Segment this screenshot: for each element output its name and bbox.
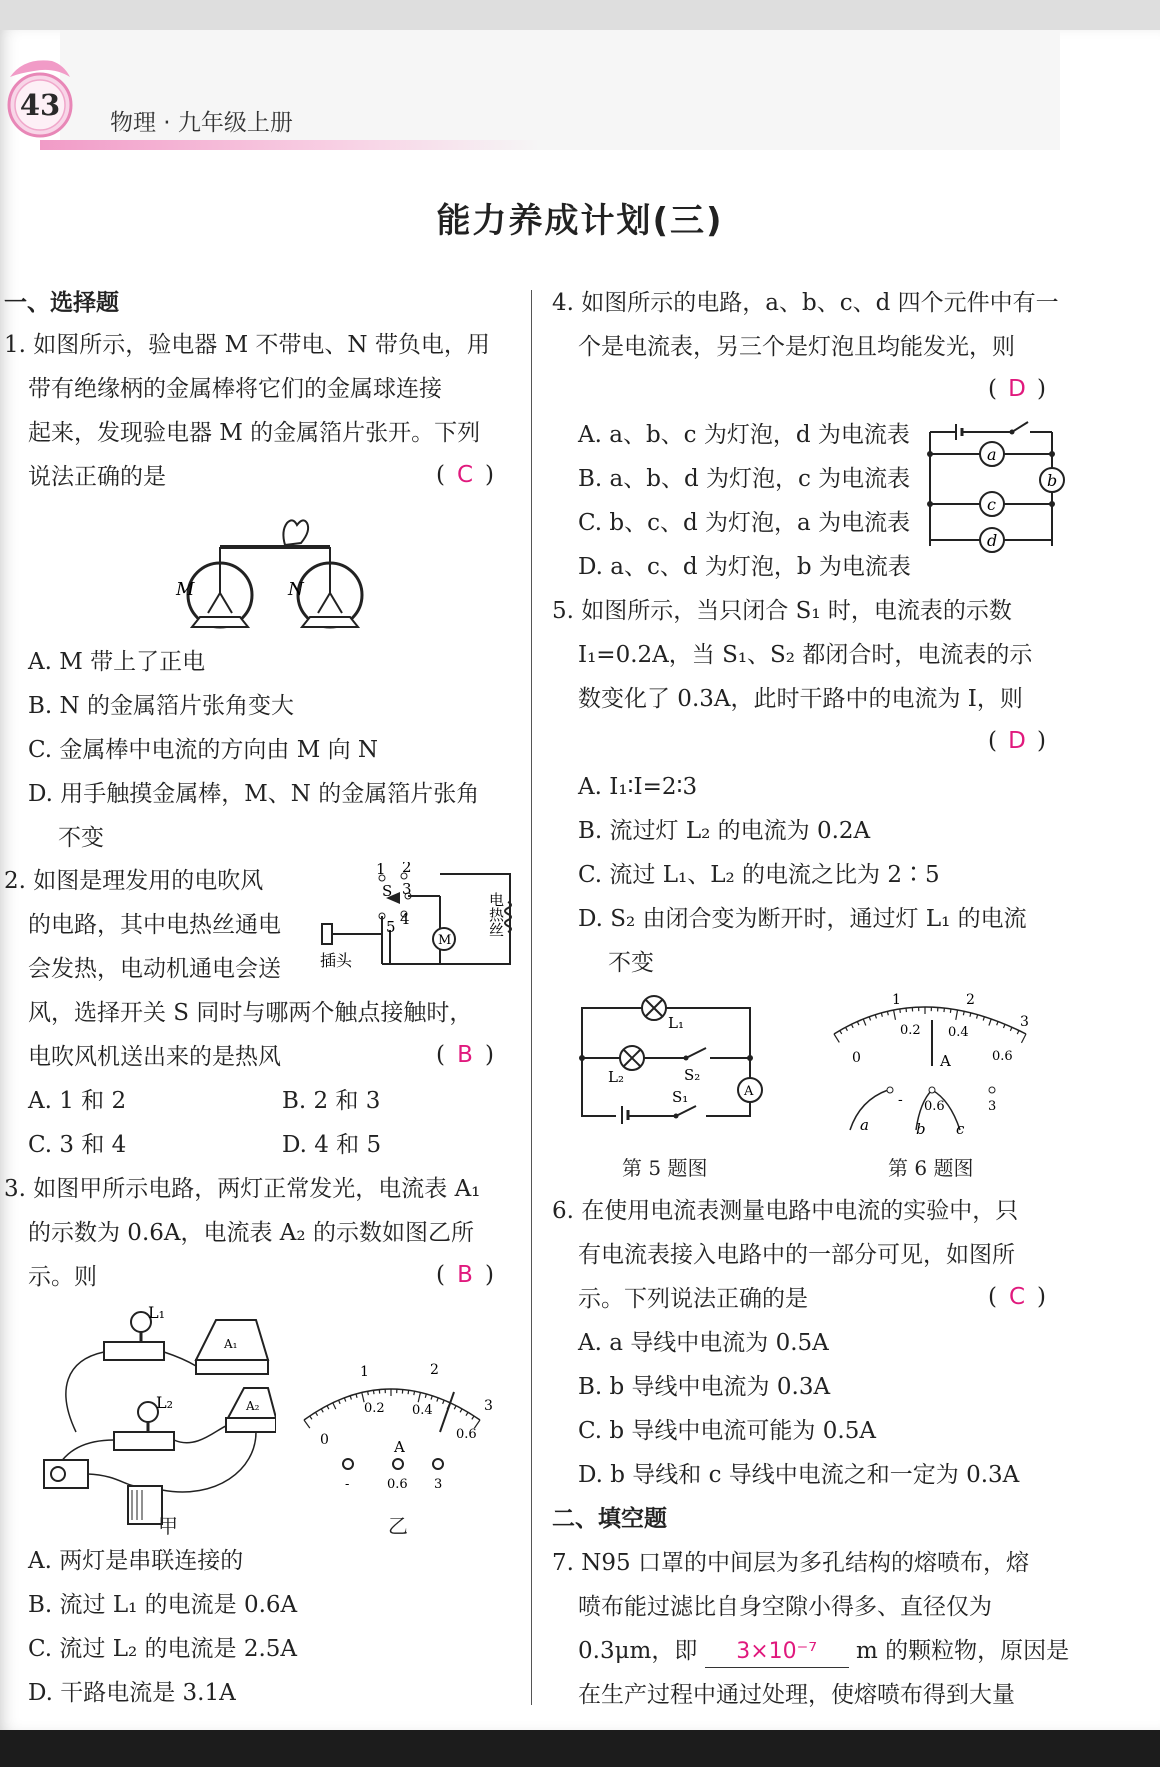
- contact-1: 1: [376, 862, 386, 878]
- top-bar: [0, 0, 1160, 30]
- q6-option-c: C. b 导线中电流可能为 0.5A: [578, 1418, 876, 1444]
- dial-tick: [373, 1390, 374, 1394]
- dial-tick: [970, 1013, 971, 1017]
- q3-option-d: D. 干路电流是 3.1A: [28, 1680, 236, 1706]
- q6-bot-02: 0.2: [900, 1023, 921, 1038]
- label-m: M: [176, 579, 195, 600]
- dial-tick: [339, 1400, 341, 1404]
- q5-option-d: D. S₂ 由闭合变为断开时，通过灯 L₁ 的电流: [578, 906, 1027, 932]
- dial-tick: [443, 1400, 445, 1404]
- q4-answer-box: ( D ): [988, 376, 1046, 402]
- q1-answer: C: [456, 462, 474, 488]
- dial-tick: [863, 1019, 866, 1025]
- q3-option-c: C. 流过 L₂ 的电流是 2.5A: [28, 1636, 298, 1662]
- q2-answer-box: ( B ): [436, 1042, 494, 1068]
- dial-tick: [840, 1031, 842, 1034]
- q6-option-b: B. b 导线中电流为 0.3A: [578, 1374, 831, 1400]
- dial-tick: [869, 1017, 870, 1021]
- q5-circuit-figure: [576, 990, 766, 1130]
- q5-answer: D: [1008, 728, 1026, 754]
- dial-tick: [875, 1015, 876, 1019]
- yi-bot-06: 0.6: [456, 1427, 477, 1442]
- q3-answer: B: [457, 1262, 473, 1288]
- q4-option-d: D. a、c、d 为灯泡，b 为电流表: [578, 554, 911, 580]
- q3-answer-box: ( B ): [436, 1262, 494, 1288]
- q7-line-4: 在生产过程中通过处理，使熔喷布得到大量: [578, 1682, 1015, 1708]
- ammeter-dial-yi: [290, 1360, 510, 1500]
- contact-4: 4: [400, 910, 410, 928]
- q6-ammeter-figure: [820, 990, 1040, 1140]
- q2-option-d: D. 4 和 5: [282, 1132, 382, 1158]
- q1-line-2: 带有绝缘柄的金属棒将它们的金属球连接: [28, 376, 442, 402]
- q6-3: 3: [988, 1099, 997, 1114]
- section-heading-choice: 一、选择题: [4, 290, 119, 316]
- q5-line-3: 数变化了 0.3A，此时干路中的电流为 I，则: [578, 686, 1023, 712]
- q6-wire-a: a: [860, 1116, 869, 1134]
- dial-tick: [956, 1010, 958, 1020]
- q7-blank-answer: 3×10⁻⁷: [705, 1637, 849, 1668]
- q1-line-1: 1. 如图所示，验电器 M 不带电、N 带负电，用: [4, 332, 490, 358]
- q3-line-3: 示。则: [28, 1264, 97, 1290]
- column-divider: [531, 290, 532, 1705]
- q2-line-3: 会发热，电动机通电会送: [28, 956, 281, 982]
- q7-line-3-pre: 0.3μm，即: [578, 1638, 698, 1664]
- plug-label: 插头: [320, 951, 353, 970]
- q7-line-1: 7. N95 口罩的中间层为多孔结构的熔喷布，熔: [552, 1550, 1029, 1576]
- q6-wire-b: b: [916, 1120, 926, 1138]
- q4-line-1: 4. 如图所示的电路，a、b、c、d 四个元件中有一: [552, 290, 1059, 316]
- caption-yi: 乙: [388, 1514, 408, 1538]
- dial-tick: [437, 1398, 438, 1402]
- dial-tick: [368, 1391, 369, 1395]
- caption-q6: 第 6 题图: [888, 1156, 974, 1180]
- q2-answer: B: [457, 1042, 473, 1068]
- dial-tick: [846, 1027, 848, 1031]
- q4-option-c: C. b、c、d 为灯泡，a 为电流表: [578, 510, 911, 536]
- q7-line-3: [578, 1636, 1069, 1668]
- dial-tick: [983, 1017, 984, 1021]
- page-number: 43: [19, 88, 61, 122]
- q5-s2: S₂: [684, 1066, 701, 1084]
- fig-a1: A₁: [224, 1337, 238, 1351]
- q6-answer-box: ( C ): [988, 1284, 1046, 1310]
- dial-tick: [1021, 1034, 1026, 1043]
- dial-tick: [989, 1019, 991, 1026]
- q6-option-d: D. b 导线和 c 导线中电流之和一定为 0.3A: [578, 1462, 1020, 1488]
- dial-tick: [1003, 1024, 1005, 1028]
- dial-tick: [408, 1390, 409, 1394]
- yi-bot-0: 0: [320, 1432, 329, 1448]
- q6-bot-06: 0.6: [992, 1049, 1013, 1064]
- q6-line-1: 6. 在使用电流表测量电路中电流的实验中，只: [552, 1198, 1019, 1224]
- dial-tick: [881, 1013, 882, 1017]
- dial-tick: [431, 1396, 432, 1400]
- dial-tick: [851, 1024, 853, 1028]
- yi-term-3: 3: [434, 1477, 443, 1492]
- q1-line-4: 说法正确的是: [28, 464, 166, 490]
- dial-tick: [333, 1403, 336, 1409]
- q4-label-d: d: [987, 531, 998, 550]
- dial-tick: [997, 1022, 998, 1026]
- q2-line-1: 2. 如图是理发用的电吹风: [4, 868, 264, 894]
- q7-line-3-post: m 的颗粒物，原因是: [855, 1638, 1070, 1664]
- q6-bot-0: 0: [852, 1050, 861, 1066]
- q4-line-2: 个是电流表，另三个是灯泡且均能发光，则: [578, 334, 1015, 360]
- q3-option-a: A. 两灯是串联连接的: [28, 1548, 244, 1574]
- q4-label-a: a: [987, 445, 997, 464]
- q5-s1: S₁: [672, 1088, 689, 1106]
- dial-tick: [894, 1010, 896, 1020]
- q2-line-4: 风，选择开关 S 同时与哪两个触点接触时，: [28, 1000, 473, 1026]
- dial-tick: [425, 1394, 426, 1398]
- bottom-bar: [0, 1730, 1160, 1767]
- page-title: 能力养成计划(三): [436, 201, 724, 241]
- q4-option-b: B. a、b、d 为灯泡，c 为电流表: [578, 466, 911, 492]
- label-n: N: [288, 579, 304, 600]
- yi-unit: A: [394, 1438, 405, 1456]
- dial-tick: [304, 1420, 310, 1428]
- electroscope-figure: [170, 505, 370, 635]
- q5-answer-box: ( D ): [988, 728, 1046, 754]
- q5-ammeter: A: [744, 1084, 754, 1099]
- q1-option-d: D. 用手触摸金属棒，M、N 的金属箔片张角: [28, 781, 480, 807]
- contact-5: 5: [386, 918, 396, 936]
- dial-tick: [310, 1416, 312, 1419]
- q5-option-b: B. 流过灯 L₂ 的电流为 0.2A: [578, 818, 871, 844]
- q6-bot-04: 0.4: [948, 1025, 969, 1040]
- yi-top-3: 3: [484, 1398, 493, 1414]
- section-heading-fill: 二、填空题: [552, 1506, 667, 1532]
- dial-tick: [454, 1406, 456, 1410]
- q4-label-b: b: [1047, 471, 1058, 490]
- q6-06: 0.6: [924, 1099, 945, 1114]
- q6-line-3: 示。下列说法正确的是: [578, 1286, 808, 1312]
- dial-tick: [1017, 1031, 1019, 1035]
- q5-option-c: C. 流过 L₁、L₂ 的电流之比为 2∶5: [578, 862, 940, 888]
- yi-term-06: 0.6: [387, 1477, 408, 1492]
- q2-option-a: A. 1 和 2: [28, 1088, 127, 1114]
- q5-line-2: I₁=0.2A，当 S₁、S₂ 都闭合时，电流表的示: [578, 642, 1033, 668]
- caption-jia: 甲: [158, 1514, 178, 1538]
- q6-line-2: 有电流表接入电路中的一部分可见，如图所: [578, 1242, 1015, 1268]
- dial-tick: [321, 1409, 323, 1412]
- dial-tick: [1010, 1027, 1012, 1031]
- yi-top-1: 1: [360, 1364, 369, 1380]
- fig-l1: L₁: [148, 1303, 166, 1322]
- q1-option-a: A. M 带上了正电: [28, 649, 206, 675]
- dial-tick: [950, 1009, 951, 1013]
- q5-option-d-cont: 不变: [608, 950, 654, 976]
- dial-tick: [977, 1015, 978, 1019]
- q2-option-c: C. 3 和 4: [28, 1132, 127, 1158]
- q1-option-c: C. 金属棒中电流的方向由 M 向 N: [28, 737, 379, 763]
- yi-bot-02: 0.2: [364, 1401, 385, 1416]
- contact-3: 3: [402, 880, 412, 898]
- switch-s: S: [382, 882, 393, 900]
- q3-line-1: 3. 如图甲所示电路，两灯正常发光，电流表 A₁: [4, 1176, 481, 1202]
- q6-wire-c: c: [956, 1120, 965, 1138]
- q3-circuit-jia-figure: [36, 1300, 276, 1530]
- q1-option-b: B. N 的金属箔片张角变大: [28, 693, 294, 719]
- dial-tick: [460, 1409, 462, 1412]
- dial-tick: [857, 1022, 859, 1026]
- dial-tick: [350, 1396, 351, 1400]
- q1-answer-box: ( C ): [436, 462, 494, 488]
- q3-option-b: B. 流过 L₁ 的电流是 0.6A: [28, 1592, 298, 1618]
- contact-2: 2: [402, 862, 412, 876]
- q2-option-b: B. 2 和 3: [282, 1088, 381, 1114]
- q6-top-1: 1: [892, 992, 901, 1008]
- q4-circuit-figure: [920, 420, 1070, 560]
- q6-minus: -: [898, 1092, 903, 1108]
- dial-tick: [356, 1394, 357, 1398]
- heater-label: 电热丝: [487, 892, 505, 937]
- q5-line-1: 5. 如图所示，当只闭合 S₁ 时，电流表的示数: [552, 598, 1012, 624]
- dial-tick: [344, 1398, 345, 1402]
- dial-tick: [327, 1406, 329, 1410]
- q3-line-2: 的示数为 0.6A，电流表 A₂ 的示数如图乙所: [28, 1220, 474, 1246]
- q6-top-3: 3: [1020, 1014, 1029, 1030]
- q5-l2: L₂: [608, 1068, 624, 1086]
- q6-option-a: A. a 导线中电流为 0.5A: [578, 1330, 829, 1356]
- dial-tick: [963, 1011, 964, 1015]
- q4-answer: D: [1008, 376, 1026, 402]
- yi-bot-04: 0.4: [412, 1403, 433, 1418]
- caption-q5: 第 5 题图: [622, 1156, 708, 1180]
- q4-option-a: A. a、b、c 为灯泡，d 为电流表: [578, 422, 910, 448]
- dial-tick: [834, 1034, 839, 1042]
- q4-label-c: c: [987, 495, 996, 514]
- yi-term-minus: -: [345, 1477, 350, 1492]
- header-rule: [40, 140, 540, 150]
- q6-answer: C: [1008, 1284, 1026, 1310]
- q2-line-2: 的电路，其中电热丝通电: [28, 912, 281, 938]
- q6-unit: A: [940, 1052, 951, 1070]
- q6-top-2: 2: [966, 992, 975, 1008]
- dial-tick: [418, 1392, 420, 1402]
- q5-l1: L₁: [668, 1014, 684, 1032]
- dial-tick: [466, 1412, 468, 1415]
- book-title: 物理 · 九年级上册: [110, 110, 293, 136]
- q1-line-3: 起来，发现验电器 M 的金属箔片张开。下列: [28, 420, 481, 446]
- q2-line-5: 电吹风机送出来的是热风: [28, 1044, 281, 1070]
- motor-m: M: [438, 933, 452, 948]
- q1-option-d-cont: 不变: [58, 825, 104, 851]
- yi-top-2: 2: [430, 1362, 439, 1378]
- q5-option-a: A. I₁∶I=2∶3: [578, 774, 698, 800]
- q7-line-2: 喷布能过滤比自身空隙小得多、直径仅为: [578, 1594, 992, 1620]
- dial-tick: [472, 1416, 474, 1419]
- dial-tick: [315, 1412, 317, 1415]
- hair-dryer-circuit-figure: [320, 862, 520, 974]
- fig-l2: L₂: [156, 1393, 174, 1412]
- dial-tick: [900, 1009, 901, 1013]
- fig-a2: A₂: [246, 1399, 260, 1413]
- dial-tick: [414, 1391, 415, 1395]
